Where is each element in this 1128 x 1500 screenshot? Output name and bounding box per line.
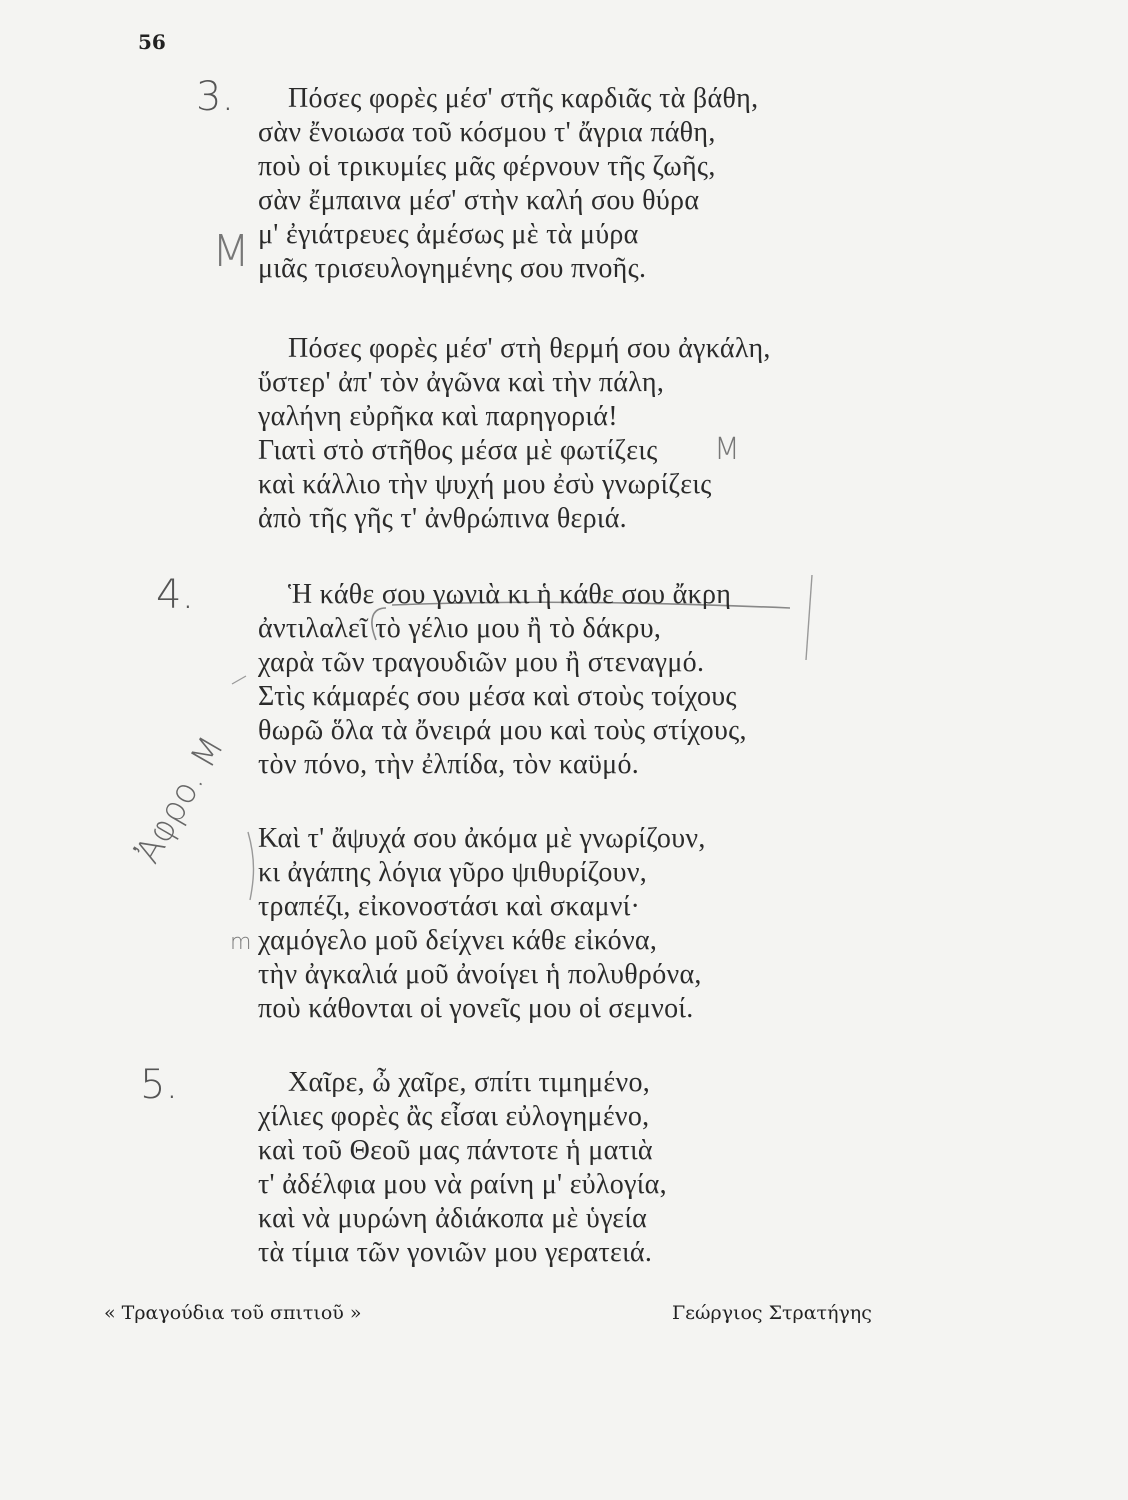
verse-line: Καὶ τ' ἄψυχά σου ἀκόμα μὲ γνωρίζουν,: [258, 823, 706, 854]
verse-line: μιᾶς τρισευλογημένης σου πνοῆς.: [258, 253, 647, 284]
verse-line: ἀντιλαλεῖ τὸ γέλιο μου ἢ τὸ δάκρυ,: [258, 613, 662, 644]
margin-letter-m: M: [714, 432, 740, 467]
verse-line: καὶ νὰ μυρώνη ἀδιάκοπα μὲ ὑγεία: [258, 1203, 648, 1234]
margin-number-5: 5.: [140, 1062, 179, 1108]
verse-line: τραπέζι, εἰκονοστάσι καὶ σκαμνί·: [258, 891, 641, 922]
verse-line: κι ἀγάπης λόγια γῦρο ψιθυρίζουν,: [258, 857, 648, 888]
verse-line: τὸν πόνο, τὴν ἐλπίδα, τὸν καϋμό.: [258, 749, 640, 780]
stanza: [258, 82, 838, 286]
margin-scribble: Ἀφρο. M: [128, 729, 233, 870]
page-number: 56: [138, 30, 166, 54]
stanza: [258, 822, 838, 1026]
verse-line: σὰν ἔμπαινα μέσ' στὴν καλή σου θύρα: [258, 185, 700, 216]
verse-line: τὴν ἀγκαλιά μοῦ ἀνοίγει ἡ πολυθρόνα,: [258, 959, 702, 990]
verse-line: ἀπὸ τῆς γῆς τ' ἀνθρώπινα θεριά.: [258, 503, 627, 534]
source-title: « Τραγούδια τοῦ σπιτιοῦ »: [104, 1302, 362, 1324]
author-name: Γεώργιος Στρατήγης: [672, 1302, 872, 1324]
verse-line: μ' ἐγιάτρευες ἀμέσως μὲ τὰ μύρα: [258, 219, 639, 250]
margin-letter-m: M: [212, 226, 250, 277]
verse-line: Στὶς κάμαρές σου μέσα καὶ στοὺς τοίχους: [258, 681, 737, 712]
verse-line: ποὺ κάθονται οἱ γονεῖς μου οἱ σεμνοί.: [258, 993, 694, 1024]
verse-line: Ἡ κάθε σου γωνιὰ κι ἡ κάθε σου ἄκρη: [288, 579, 732, 610]
verse-line: καὶ τοῦ Θεοῦ μας πάντοτε ἡ ματιὰ: [258, 1135, 653, 1166]
margin-number-3: 3.: [196, 74, 235, 120]
stanza: [258, 332, 838, 536]
verse-line: τὰ τίμια τῶν γονιῶν μου γερατειά.: [258, 1237, 653, 1268]
margin-number-4: 4.: [156, 572, 195, 618]
verse-line: θωρῶ ὅλα τὰ ὄνειρά μου καὶ τοὺς στίχους,: [258, 715, 747, 746]
verse-line: καὶ κάλλιο τὴν ψυχή μου ἐσὺ γνωρίζεις: [258, 469, 712, 500]
verse-line: χίλιες φορὲς ἂς εἶσαι εὐλογημένο,: [258, 1101, 650, 1132]
margin-small-m: m: [230, 930, 252, 955]
verse-line: ποὺ οἱ τρικυμίες μᾶς φέρνουν τῆς ζωῆς,: [258, 151, 716, 182]
verse-line: σὰν ἔνοιωσα τοῦ κόσμου τ' ἄγρια πάθη,: [258, 117, 716, 148]
verse-line: ὕστερ' ἀπ' τὸν ἀγῶνα καὶ τὴν πάλη,: [258, 367, 665, 398]
verse-line: Πόσες φορὲς μέσ' στῆς καρδιᾶς τὰ βάθη,: [288, 83, 759, 114]
verse-line: χαμόγελο μοῦ δείχνει κάθε εἰκόνα,: [258, 925, 658, 956]
stanza: [258, 1066, 838, 1270]
verse-line: γαλήνη εὐρῆκα καὶ παρηγοριά!: [258, 401, 618, 432]
verse-line: Γιατὶ στὸ στῆθος μέσα μὲ φωτίζεις: [258, 435, 658, 466]
verse-line: Χαῖρε, ὦ χαῖρε, σπίτι τιμημένο,: [288, 1067, 651, 1098]
verse-line: Πόσες φορὲς μέσ' στὴ θερμή σου ἀγκάλη,: [288, 333, 771, 364]
stanza: [258, 578, 838, 782]
verse-line: τ' ἀδέλφια μου νὰ ραίνη μ' εὐλογία,: [258, 1169, 667, 1200]
verse-line: χαρὰ τῶν τραγουδιῶν μου ἢ στεναγμό.: [258, 647, 705, 678]
